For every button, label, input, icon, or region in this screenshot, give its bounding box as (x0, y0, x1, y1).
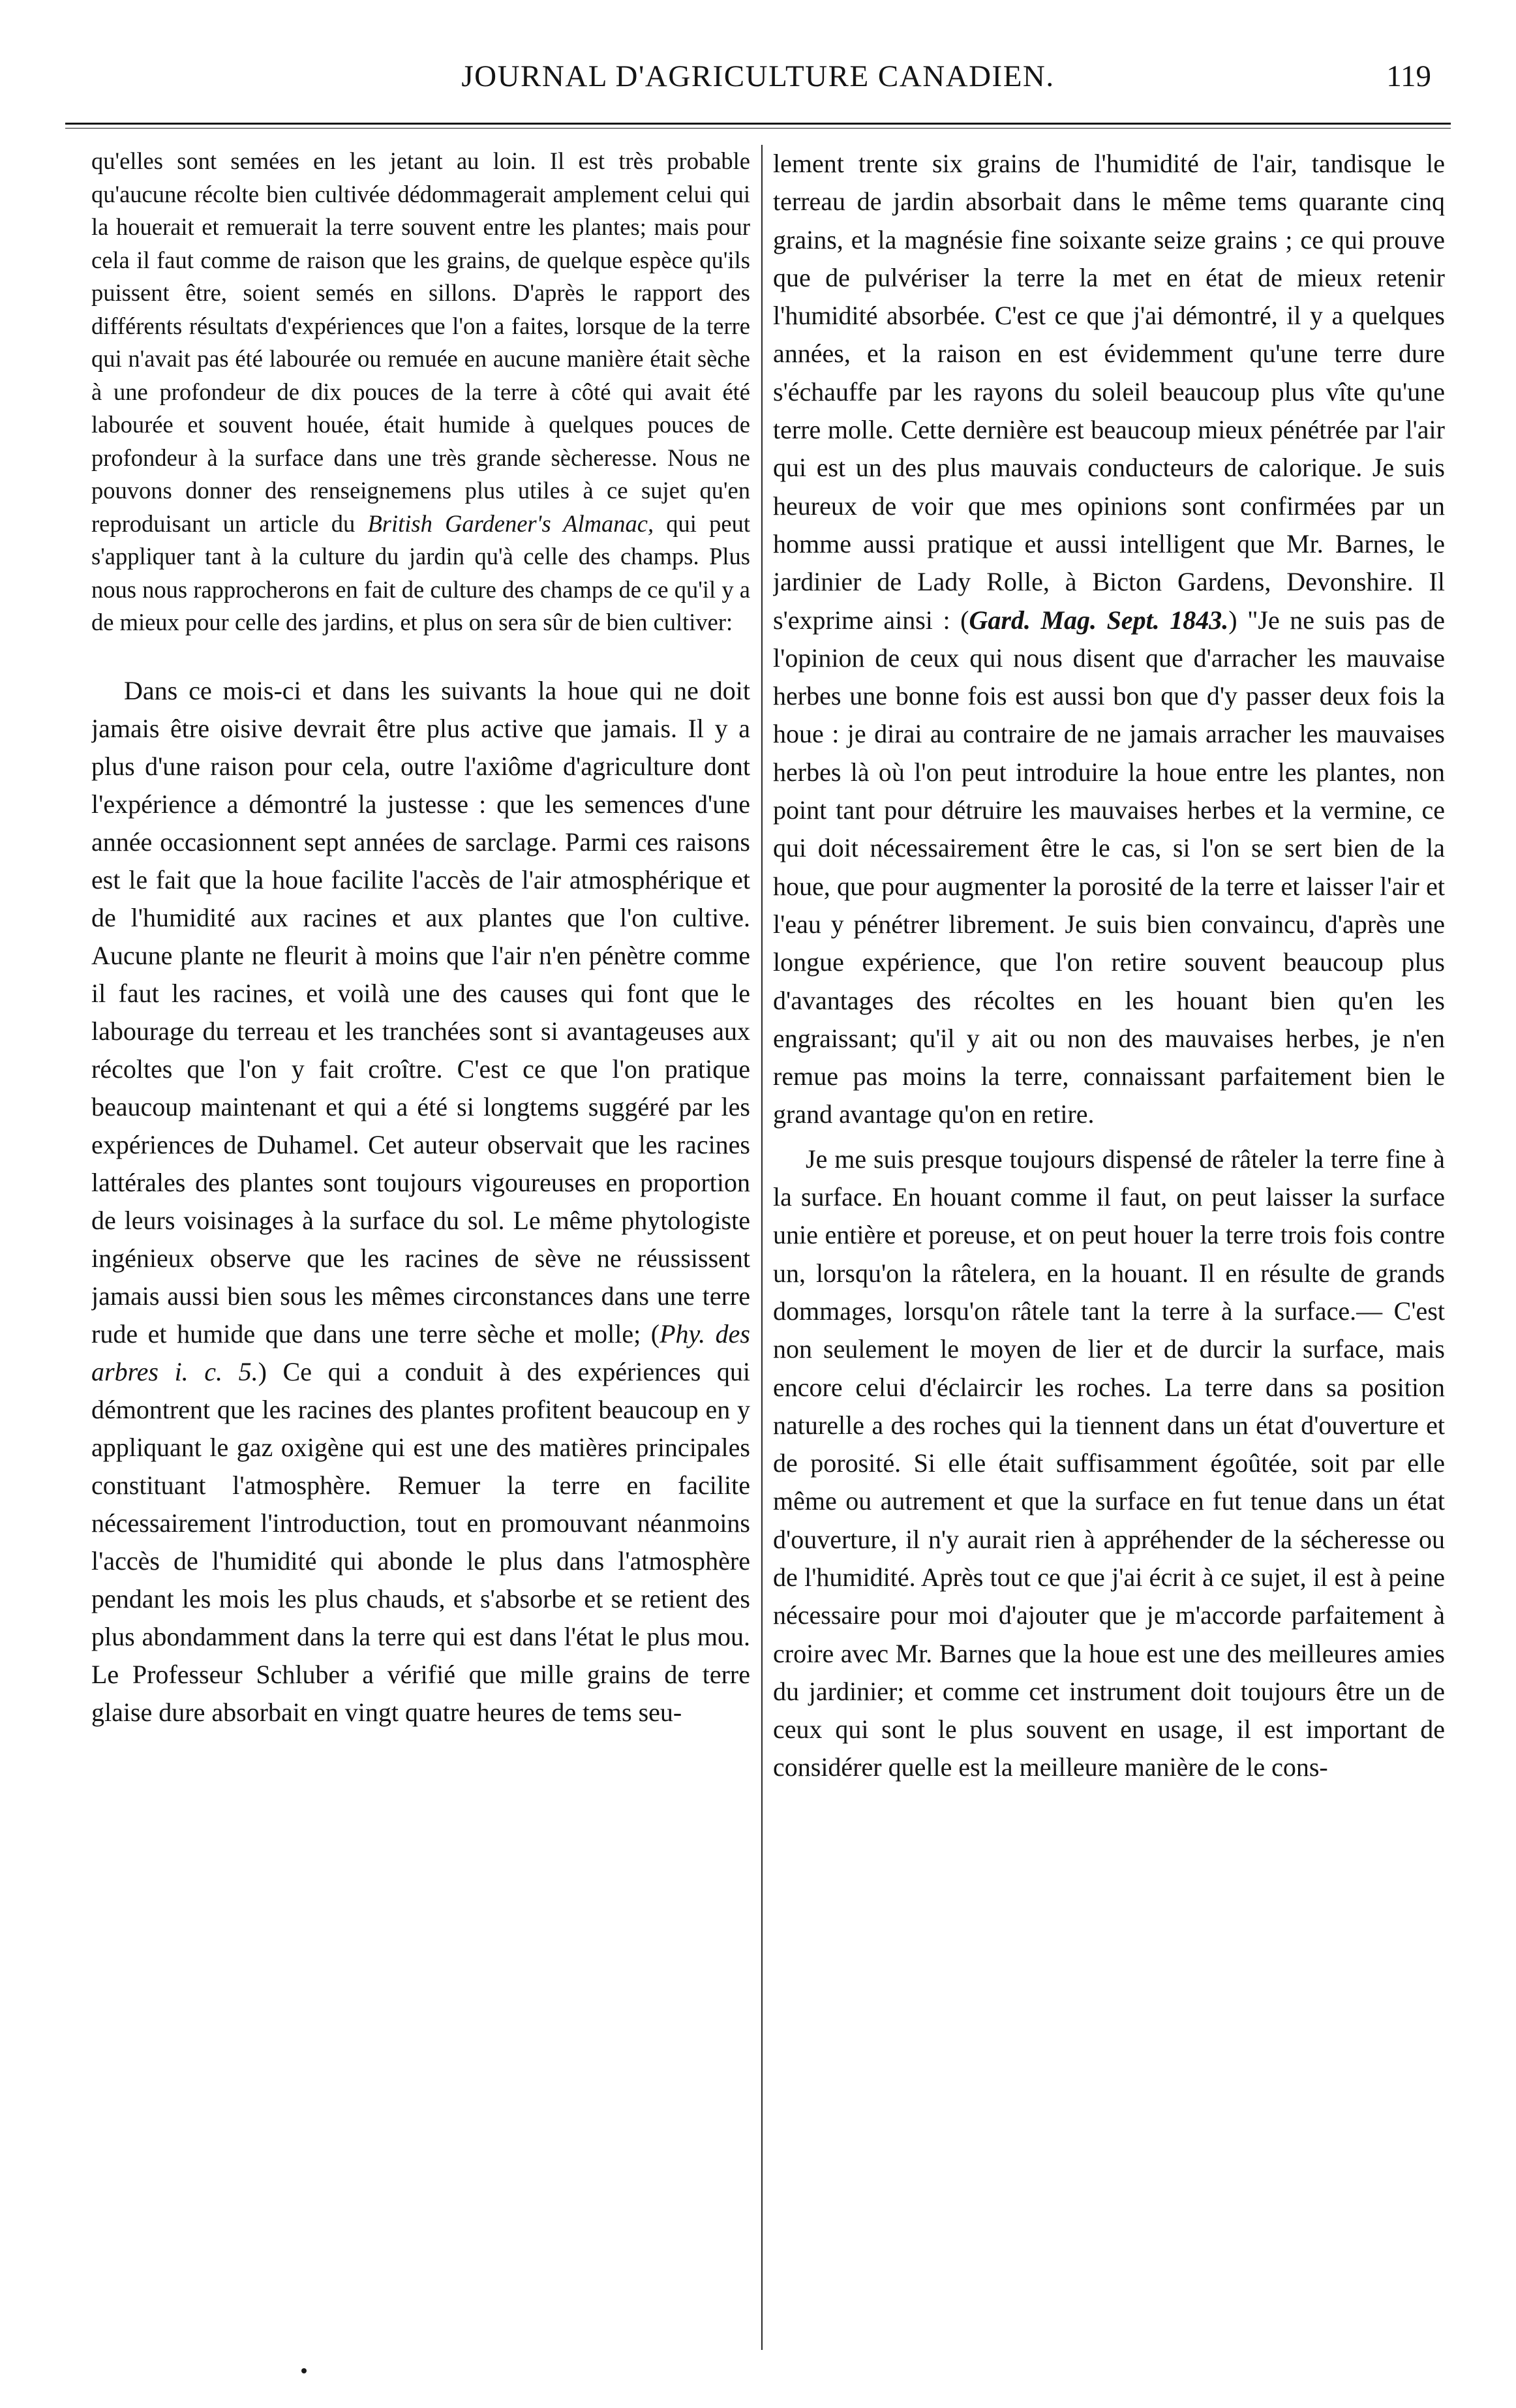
left-paragraph-2 (91, 672, 750, 1731)
page-header (65, 33, 1451, 104)
running-title: JOURNAL D'AGRICULTURE CANADIEN. (461, 59, 1055, 93)
header-rule-thin (65, 128, 1451, 129)
right-paragraph-1 (773, 145, 1445, 1134)
left-p2-reference: Phy. des arbres i. c. 5. (91, 1318, 750, 1386)
left-p1-title: British Gardener's Almanac, (367, 510, 654, 537)
right-paragraph-2: Je me suis presque toujours dispensé de râteler la terre fine à la surface. En houant comme il faut, on peut laisser la surface unie entière et poreuse, et on peut houer la terre trois fois contre un, lorsqu'on la râtelera, en la houant. Il en résulte de grands dommages, lorsqu'on râtele tant la terre à la surface.— C'est non seulement le moyen de lier et de durcir la surface, mais encore celui d'éclaircir les roches. La terre dans sa position naturelle a des roches qui la tiennent dans un état d'ouverture et de porosité. Si elle était suffisamment égoûtée, soit par elle même ou autrement et que la surface en fut tenue dans un état d'ouverture, il n'y aurait rien à appréhender de la sécheresse ou de l'humidité. Après tout ce que j'ai écrit à ce sujet, il est à peine nécessaire pour moi d'ajouter que je m'accorde parfaitement à croire avec Mr. Barnes que la houe est une des meilleures amies du jardinier; et comme cet instrument doit toujours être un de ceux qui sont le plus souvent en usage, il est important de considérer quelle est la meilleure manière de le cons- (773, 1144, 1445, 1782)
left-p2-text-b: ) Ce qui a conduit à des expériences qui démontrent que les racines des plantes profitent beaucoup en y appliquant le gaz oxigène qui est une des matières principales constituant l'atmosphère. Remuer la terre en facilite nécessairement l'introduction, tout en promouvant néanmoins l'accès de l'humidité qui abonde le plus dans l'atmosphère pendant les mois les plus chauds, et s'absorbe et se retient des plus abondamment dans la terre qui est dans l'état le plus mou. Le Professeur Schluber a vérifié que mille grains de terre glaise dure absorbait en vingt quatre heures de tems seu- (91, 1356, 750, 1727)
page-number: 119 (1386, 59, 1431, 93)
left-p1-text-a: qu'elles sont semées en les jetant au loin. Il est très probable qu'aucune récolte bien cultivée dédommagerait amplement celui qui la houerait et remuerait la terre souvent entre les plantes; mais pour cela il faut comme de raison que les grains, de quelque espèce qu'ils puissent être, soient semés en sillons. D'après le rapport des différents résultats d'expériences que l'on a faites, lorsque de la terre qui n'avait pas été labourée ou remuée en aucune manière était sèche à une profondeur de dix pouces de la terre à côté qui avait été labourée et souvent houée, était humide à quelques pouces de profondeur à la surface dans une très grande sècheresse. Nous ne pouvons donner des renseignemens plus utiles à ce sujet qu'en reproduisant un article du (91, 147, 750, 537)
left-p2-text-a: Dans ce mois-ci et dans les suivants la houe qui ne doit jamais être oisive devrait être plus active que jamais. Il y a plus d'une raison pour cela, outre l'axiôme d'agriculture dont l'expérience a démontré la justesse : que les semences d'une année occasionnent sept années de sarclage. Parmi ces raisons est le fait que la houe facilite l'accès de l'air atmosphérique et de l'humidité aux racines et aux plantes que l'on cultive. Aucune plante ne fleurit à moins que l'air n'en pénètre comme il faut les racines, et voilà une des causes qui font que le labourage du terreau et les tranchées sont si avantageuses aux récoltes que l'on y fait croître. C'est ce que l'on pratique beaucoup maintenant et qui a été si longtems suggéré par les expériences de Duhamel. Cet auteur observait que les racines lattérales des plantes sont toujours vigoureuses en proportion de leurs voisinages à la surface du sol. Le même phytologiste ingénieux observe que les racines de sève ne réussissent jamais aussi bien sous les mêmes circonstances dans une terre rude et humide que dans une terre sèche et molle; ( (91, 675, 750, 1349)
column-divider (761, 145, 763, 2350)
right-p1-citation: Gard. Mag. Sept. 1843. (969, 605, 1229, 635)
left-paragraph-1 (91, 145, 750, 639)
left-column (91, 145, 750, 2350)
right-column (773, 145, 1445, 2350)
right-p1-text-b: ) "Je ne suis pas de l'opinion de ceux qui nous disent que d'arracher les mauvaise herbes une bonne fois est aussi bon que d'y passer deux fois la houe : je dirai au contraire de ne jamais arracher les mauvaises herbes là où l'on peut introduire la houe entre les plantes, non point tant pour détruire les mauvaises herbes et la vermine, ce qui doit nécessairement être le cas, si l'on se sert bien de la houe, que pour augmenter la porosité de la terre et laisser l'air et l'eau y pénétrer librement. Je suis bien convaincu, d'après une longue expérience, que l'on retire souvent beaucoup plus d'avantages des récoltes en les houant bien qu'en les engraissant; qu'il y ait ou non des mauvaises herbes, je n'en remue pas moins la terre, connaissant parfaitement bien le grand avantage qu'on en retire. (773, 605, 1445, 1129)
print-mark (301, 2368, 307, 2373)
left-p1-text-b: qui peut s'appliquer tant à la culture du jardin qu'à celle des champs. Plus nous nous rapprocherons en fait de culture des champs de ce qu'il y a de mieux pour celle des jardins, et plus on sera sûr de bien cultiver: (91, 510, 750, 635)
right-p1-text-a: lement trente six grains de l'humidité de l'air, tandisque le terreau de jardin absorbait dans le même tems quarante cinq grains, et la magnésie fine soixante seize grains ; ce qui prouve que de pulvériser la terre la met en état de mieux retenir l'humidité absorbée. C'est ce que j'ai démontré, il y a quelques années, et la raison en est évidemment qu'une terre dure s'échauffe par les rayons du soleil beaucoup plus vîte qu'une terre molle. Cette dernière est beaucoup mieux pénétrée par l'air qui est un des plus mauvais conducteurs de calorique. Je suis heureux de voir que mes opinions sont confirmées par un homme aussi pratique et aussi intelligent que Mr. Barnes, le jardinier de Lady Rolle, à Bicton Gardens, Devonshire. Il s'exprime ainsi : ( (773, 149, 1445, 635)
header-rule-thick (65, 123, 1451, 125)
